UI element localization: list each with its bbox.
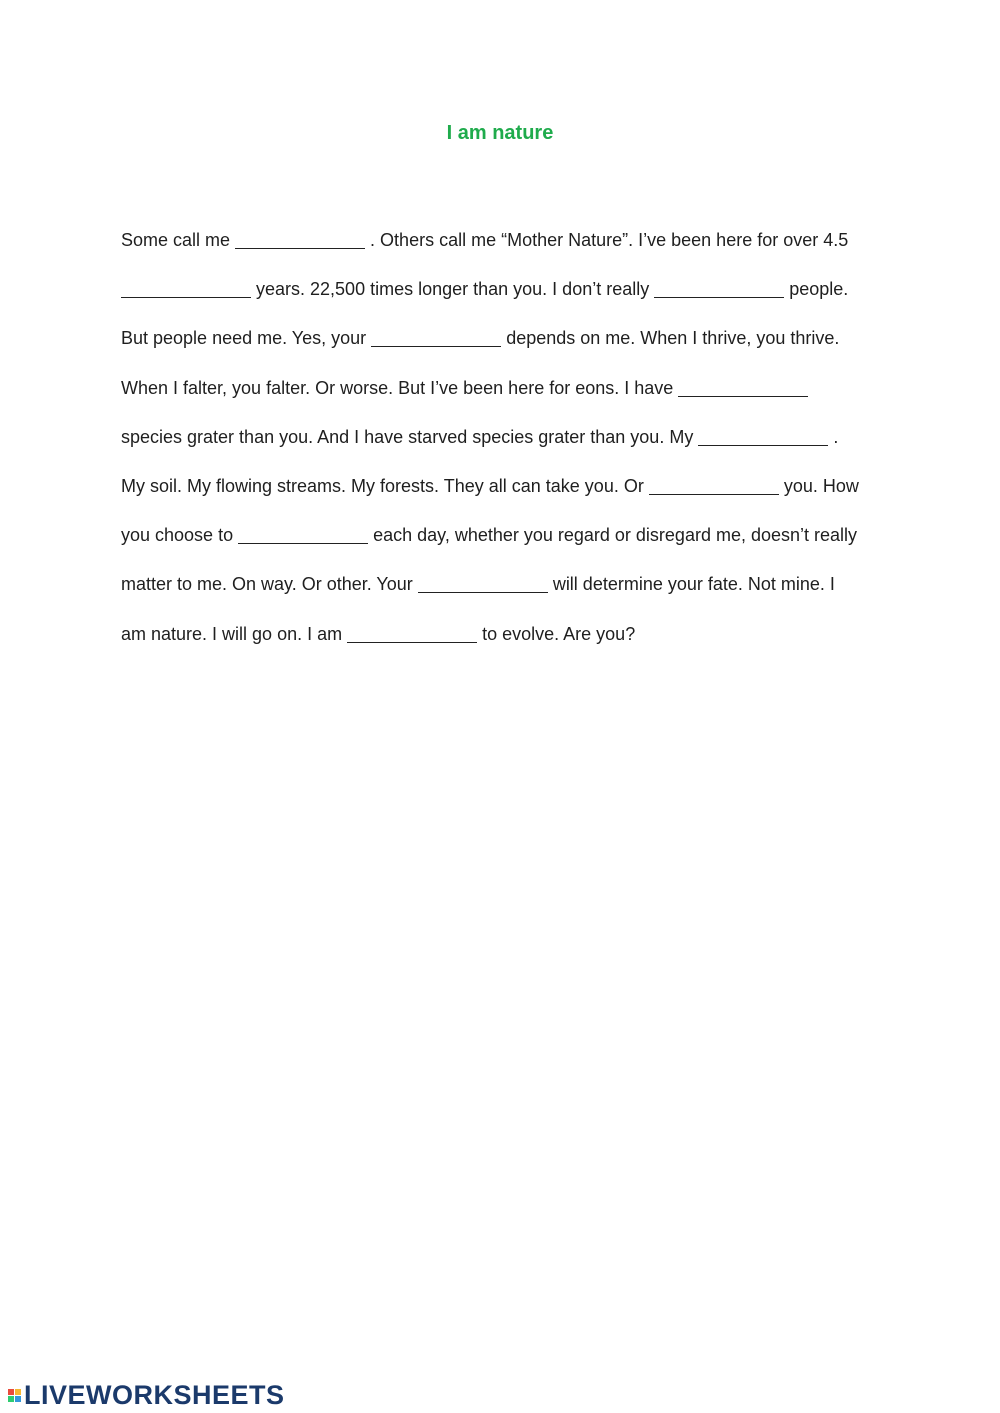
passage-text: you. How xyxy=(778,475,859,496)
passage-text: matter to me. On way. Or other. Your xyxy=(121,574,418,595)
passage-text: am nature. I will go on. I am xyxy=(121,623,348,644)
passage-text: But people need me. Yes, your xyxy=(121,328,372,349)
answer-blank[interactable] xyxy=(698,425,828,446)
passage-line xyxy=(121,373,901,422)
passage-line xyxy=(121,471,901,520)
passage-line xyxy=(121,619,901,668)
passage-text: to evolve. Are you? xyxy=(477,623,636,644)
passage-line xyxy=(121,569,901,618)
answer-blank[interactable] xyxy=(347,622,477,643)
answer-blank[interactable] xyxy=(235,228,365,249)
passage-text: Some call me xyxy=(121,230,236,250)
passage-line xyxy=(121,422,901,471)
passage-line xyxy=(121,323,901,372)
passage-text: When I falter, you falter. Or worse. But I’ve been here for eons. I have xyxy=(121,377,679,398)
answer-blank[interactable] xyxy=(371,326,501,347)
passage-text: will determine your fate. Not mine. I xyxy=(547,574,835,595)
passage-line xyxy=(121,274,901,323)
passage-text: My soil. My flowing streams. My forests. They all can take you. Or xyxy=(121,475,649,496)
answer-blank[interactable] xyxy=(238,523,368,544)
passage-text: depends on me. When I thrive, you thrive. xyxy=(501,328,840,349)
passage-line xyxy=(121,520,901,569)
logo-blocks-icon xyxy=(8,1389,21,1402)
answer-blank[interactable] xyxy=(121,277,251,298)
logo-block xyxy=(15,1396,21,1402)
logo-block xyxy=(8,1396,14,1402)
passage-text: years. 22,500 times longer than you. I don’t really xyxy=(251,279,655,300)
answer-blank[interactable] xyxy=(678,376,808,397)
passage-text: each day, whether you regard or disregard me, doesn’t really xyxy=(368,525,858,546)
answer-blank[interactable] xyxy=(649,474,779,495)
passage-text: . xyxy=(828,426,839,447)
answer-blank[interactable] xyxy=(654,277,784,298)
passage-text: species grater than you. And I have starved species grater than you. My xyxy=(121,426,699,447)
passage-text: . Others call me “Mother Nature”. I’ve been here for over 4.5 xyxy=(365,230,849,250)
fill-in-passage xyxy=(121,225,901,668)
page-title: I am nature xyxy=(446,122,554,144)
logo-block xyxy=(15,1389,21,1395)
logo-text: LIVEWORKSHEETS xyxy=(24,1379,285,1410)
passage-text: you choose to xyxy=(121,525,239,546)
passage-text: people. xyxy=(784,279,849,300)
liveworksheets-logo xyxy=(8,1380,285,1410)
answer-blank[interactable] xyxy=(418,572,548,593)
logo-block xyxy=(8,1389,14,1395)
passage-line xyxy=(121,225,901,274)
